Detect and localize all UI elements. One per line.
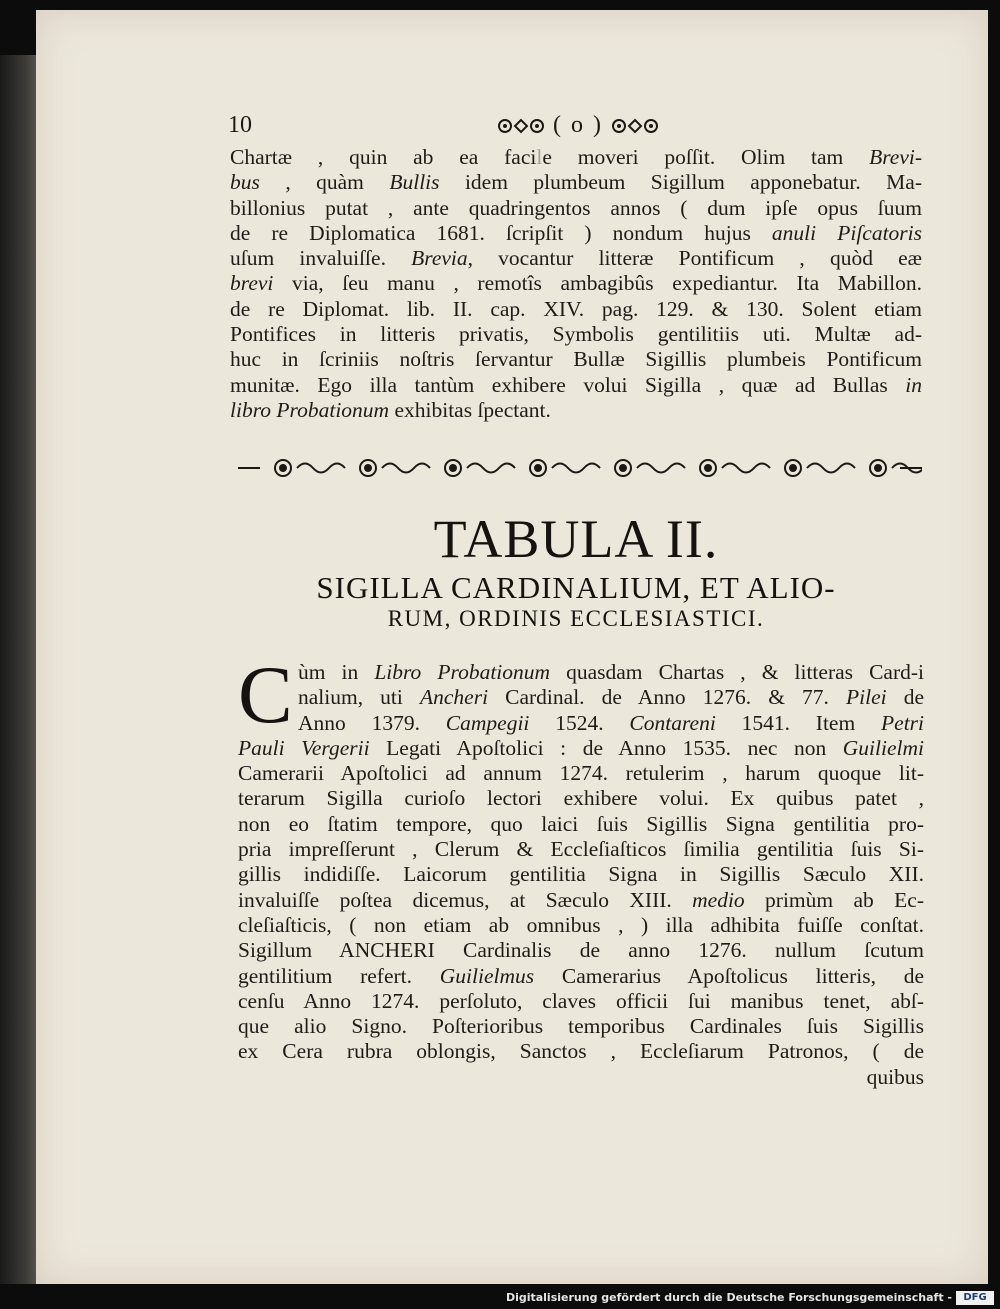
text-run: Bullis [389,170,440,195]
dfg-logo-icon: DFG [956,1291,994,1305]
text-run: 1541. Item [715,710,882,735]
running-head-text: ( o ) [553,112,603,138]
footer-bar [0,1288,1000,1309]
text-run: uſum invaluiſſe. [230,246,412,271]
text-run: ùm in [298,660,375,684]
text-line [238,761,924,786]
ornament-right-icon [611,118,627,134]
text-run: Sigillum ANCHERI Cardinalis de anno 1276. nullum ſcutum [238,938,924,963]
text-run: e moveri poſſit. Olim tam [542,145,870,169]
text-run: de re Diplomat. lib. II. cap. XIV. pag. 129. & 130. Solent etiam [230,296,922,321]
text-line [230,373,922,398]
text-line [230,221,922,246]
text-line [238,711,924,736]
text-line [238,660,924,685]
text-line [238,913,924,938]
text-run: anuli Piſcatoris [771,220,922,245]
text-line [238,989,924,1014]
text-run: invaluiſſe poſtea dicemus, at Sæculo XIII. [238,887,693,912]
text-run: quasdam Chartas , & litteras Card-i [550,660,924,684]
text-run: Pauli Vergerii [238,735,370,760]
catchword: quibus [866,1064,924,1089]
text-run: Camerarius Apoſtolicus litteris, de [534,963,924,988]
text-line [230,398,922,423]
text-run: libro Probationum [230,397,390,422]
text-run: cleſiaſticis, ( non etiam ab omnibus , ) illa adhibita fuiſſe conſtat. [238,912,924,937]
page-title: TABULA II. [433,509,719,569]
text-run: Campegii [445,710,530,735]
text-line [230,322,922,347]
text-line [238,964,924,989]
subtitle-line-1: SIGILLA CARDINALIUM, ET ALIO- [316,570,836,605]
text-run: l [536,145,543,169]
drop-cap: C [238,649,293,740]
text-line [238,888,924,913]
ornament-left-icon [497,118,513,134]
text-line [238,786,924,811]
text-line [238,1039,924,1064]
text-run: , vocantur litteræ Pontificum , quòd eæ [467,246,922,271]
text-run: Guilielmus [439,963,535,988]
text-run: Ancheri [419,685,489,710]
text-run: que alio Signo. Poſterioribus temporibus Cardinales ſuis Sigillis [238,1014,924,1039]
text-run: brevi [230,271,274,296]
text-line [238,837,924,862]
ornament-right-icon [643,118,659,134]
text-run: de re Diplomatica 1681. ſcripſit ) nondum hujus [230,220,772,245]
text-run: idem plumbeum Sigillum apponebatur. Ma- [439,170,922,195]
paragraph-2 [238,660,924,1090]
text-line [238,862,924,887]
text-line [230,271,922,296]
text-run: non eo ſtatim tempore, quo laici ſuis Sigillis Signa gentilitia pro- [238,811,924,836]
ornament-right-icon [627,118,643,134]
text-run: bus [230,170,260,195]
ornament-left-icon [529,118,545,134]
text-run: gentilitium refert. [238,963,440,988]
text-line [230,145,922,170]
text-run: de [886,685,924,710]
text-line [230,170,922,195]
page-edge [0,55,36,1284]
text-line [238,736,924,761]
text-line [230,297,922,322]
text-run: 1524. [529,710,630,735]
text-run: medio [692,887,745,912]
text-run: via, ſeu manu , remotîs ambagibûs expediantur. Ita Mabillon. [273,271,922,296]
text-run: in [905,372,922,397]
text-run: munitæ. Ego illa tantùm exhibere volui Sigilla , quæ ad Bullas [230,372,906,397]
text-run: huc in ſcriniis noſtris ſervantur Bullæ Sigillis plumbeis Pontificum [230,347,922,372]
text-run: Brevia [411,246,468,271]
text-run: Anno 1379. [298,710,446,735]
text-run: cenſu Anno 1274. perſoluto, claves officii ſui manibus tenet, abſ- [238,988,924,1013]
text-run: ex Cera rubra oblongis, Sanctos , Eccleſiarum Patronos, ( de [238,1039,924,1064]
text-line [238,938,924,963]
text-run: exhibitas ſpectant. [389,397,551,422]
text-run: Guilielmi [842,735,924,760]
text-run: pria impreſſerunt , Clerum & Eccleſiaſticos ſimilia gentilitia ſuis Si- [238,837,924,862]
footer-text: Digitalisierung gefördert durch die Deutsche Forschungsgemeinschaft - [505,1291,952,1304]
text-run: , quàm [259,170,390,195]
page-number: 10 [228,112,252,138]
text-run: gillis indidiſſe. Laicorum gentilitia Signa in Sigillis Sæculo XII. [238,862,924,887]
ornamental-divider-icon [238,455,922,481]
text-run: Brevi- [869,145,922,169]
text-run: billonius putat , ante quadringentos annos ( dum ipſe opus ſuum [230,195,922,220]
running-head [468,112,688,139]
text-run: terarum Sigilla curioſo lectori exhibere volui. Ex quibus patet , [238,786,924,811]
text-run: Cardinal. de Anno 1276. & 77. [488,685,846,710]
text-run: primùm ab Ec- [744,887,924,912]
text-line [238,685,924,710]
text-run: nalium, uti [298,685,420,710]
text-line [230,246,922,271]
text-line [238,812,924,837]
text-run: Camerarii Apoſtolici ad annum 1274. retulerim , harum quoque lit- [238,761,924,786]
text-run: Libro Probationum [374,660,551,684]
text-line [230,196,922,221]
text-run: Contareni [629,710,716,735]
text-line [238,1014,924,1039]
ornament-left-icon [513,118,529,134]
subtitle-line-2: RUM, ORDINIS ECCLESIASTICI. [387,606,765,631]
page-header [228,112,924,142]
text-run: Legati Apoſtolici : de Anno 1535. nec non [369,735,843,760]
text-run: Pontifices in litteris privatis, Symbolis gentilitiis uti. Multæ ad- [230,322,922,347]
text-line [230,347,922,372]
text-run: Pilei [846,685,887,710]
paragraph-1 [230,145,922,423]
text-run: Petri [881,710,924,735]
text-run: Chartæ , quin ab ea faci [230,145,537,169]
